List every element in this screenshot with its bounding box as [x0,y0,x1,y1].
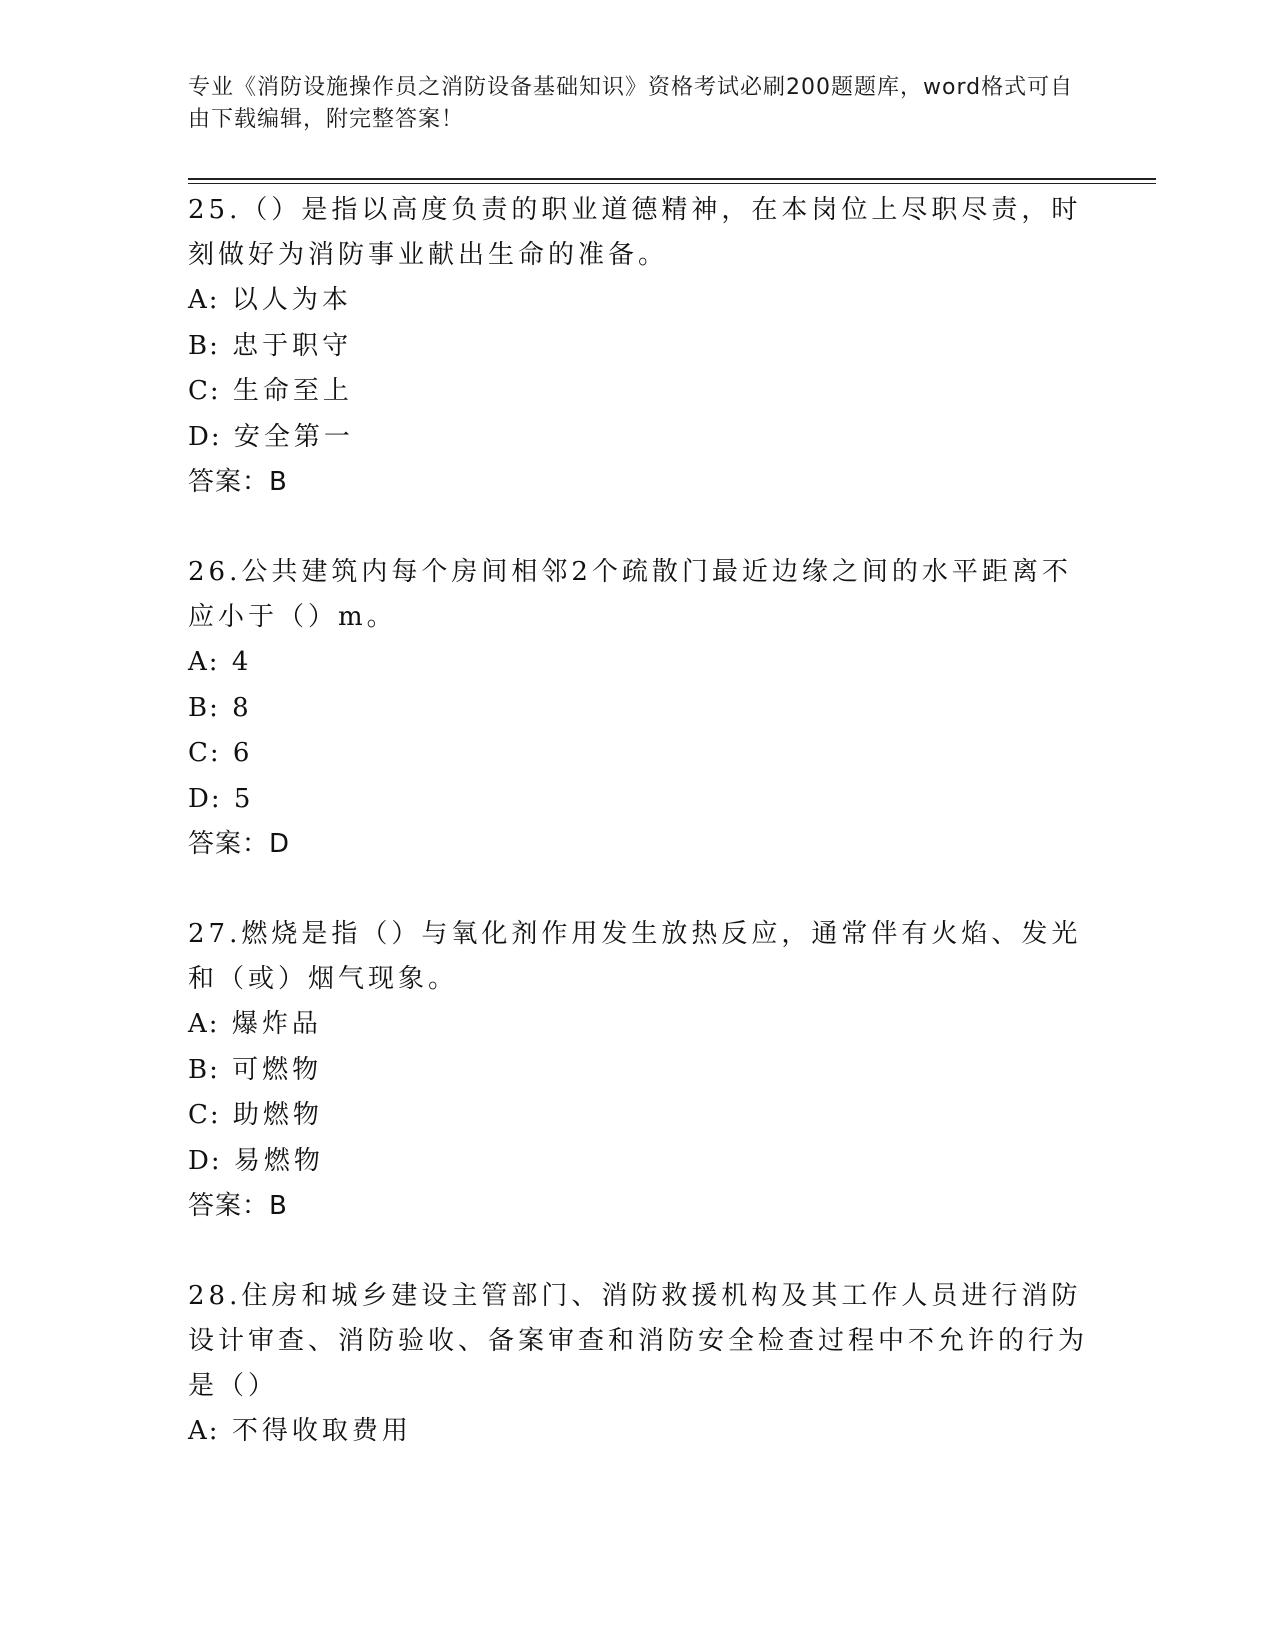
option-text: 安全第一 [233,421,354,452]
option-text: 生命至上 [232,376,353,406]
answer-text: 答案：D [188,829,291,859]
question-stem: 27.燃烧是指（）与氧化剂作用发生放热反应，通常伴有火焰、发光和（或）烟气现象。 [188,919,1082,994]
option-d [188,777,1088,823]
option-text: 可燃物 [232,1054,323,1085]
option-a [188,640,1088,686]
option-letter: B: [188,692,220,723]
option-b [188,1048,1088,1094]
question-26 [188,550,1088,867]
option-letter: A: [188,1416,220,1446]
option-text: 助燃物 [232,1100,323,1130]
option-letter: D: [188,421,222,452]
question-list [188,188,1088,1455]
option-letter: C: [188,738,221,768]
option-text: 6 [232,738,254,768]
document-header: 专业《消防设施操作员之消防设备基础知识》资格考试必刷200题题库，word格式可自由下载编辑，附完整答案！ [188,75,1074,132]
option-a [188,1002,1088,1048]
option-d [188,1139,1088,1185]
answer-text: 答案：B [188,467,288,497]
option-text: 忠于职守 [232,330,353,361]
option-letter: D: [188,783,222,814]
answer-text: 答案：B [188,1191,288,1221]
option-a [188,278,1088,324]
option-letter: D: [188,1145,222,1176]
question-stem: 28.住房和城乡建设主管部门、消防救援机构及其工作人员进行消防设计审查、消防验收、备案审查和消防安全检查过程中不允许的行为是（） [188,1281,1089,1401]
option-letter: A: [188,647,220,677]
option-letter: C: [188,1100,221,1130]
question-28 [188,1274,1088,1455]
option-text: 以人为本 [231,285,352,315]
option-text: 爆炸品 [231,1009,322,1039]
option-c [188,369,1088,415]
option-c [188,1093,1088,1139]
option-b [188,324,1088,370]
option-text: 4 [231,647,253,677]
option-text: 8 [232,692,253,723]
option-letter: A: [188,285,220,315]
option-text: 不得收取费用 [231,1416,412,1446]
header-rule-thin [188,183,1156,184]
question-stem: 25.（）是指以高度负责的职业道德精神，在本岗位上尽职尽责，时刻做好为消防事业献出生命的准备。 [188,195,1082,270]
question-25 [188,188,1088,505]
option-text: 易燃物 [233,1145,324,1176]
option-letter: B: [188,1054,220,1085]
option-letter: C: [188,376,221,406]
option-letter: B: [188,330,220,361]
header-rule-thick [188,178,1156,180]
option-a [188,1409,1088,1455]
option-letter: A: [188,1009,220,1039]
question-stem: 26.公共建筑内每个房间相邻2个疏散门最近边缘之间的水平距离不应小于（）m。 [188,557,1072,632]
option-d [188,415,1088,461]
option-text: 5 [233,783,255,814]
question-27 [188,912,1088,1229]
option-b [188,686,1088,732]
option-c [188,731,1088,777]
